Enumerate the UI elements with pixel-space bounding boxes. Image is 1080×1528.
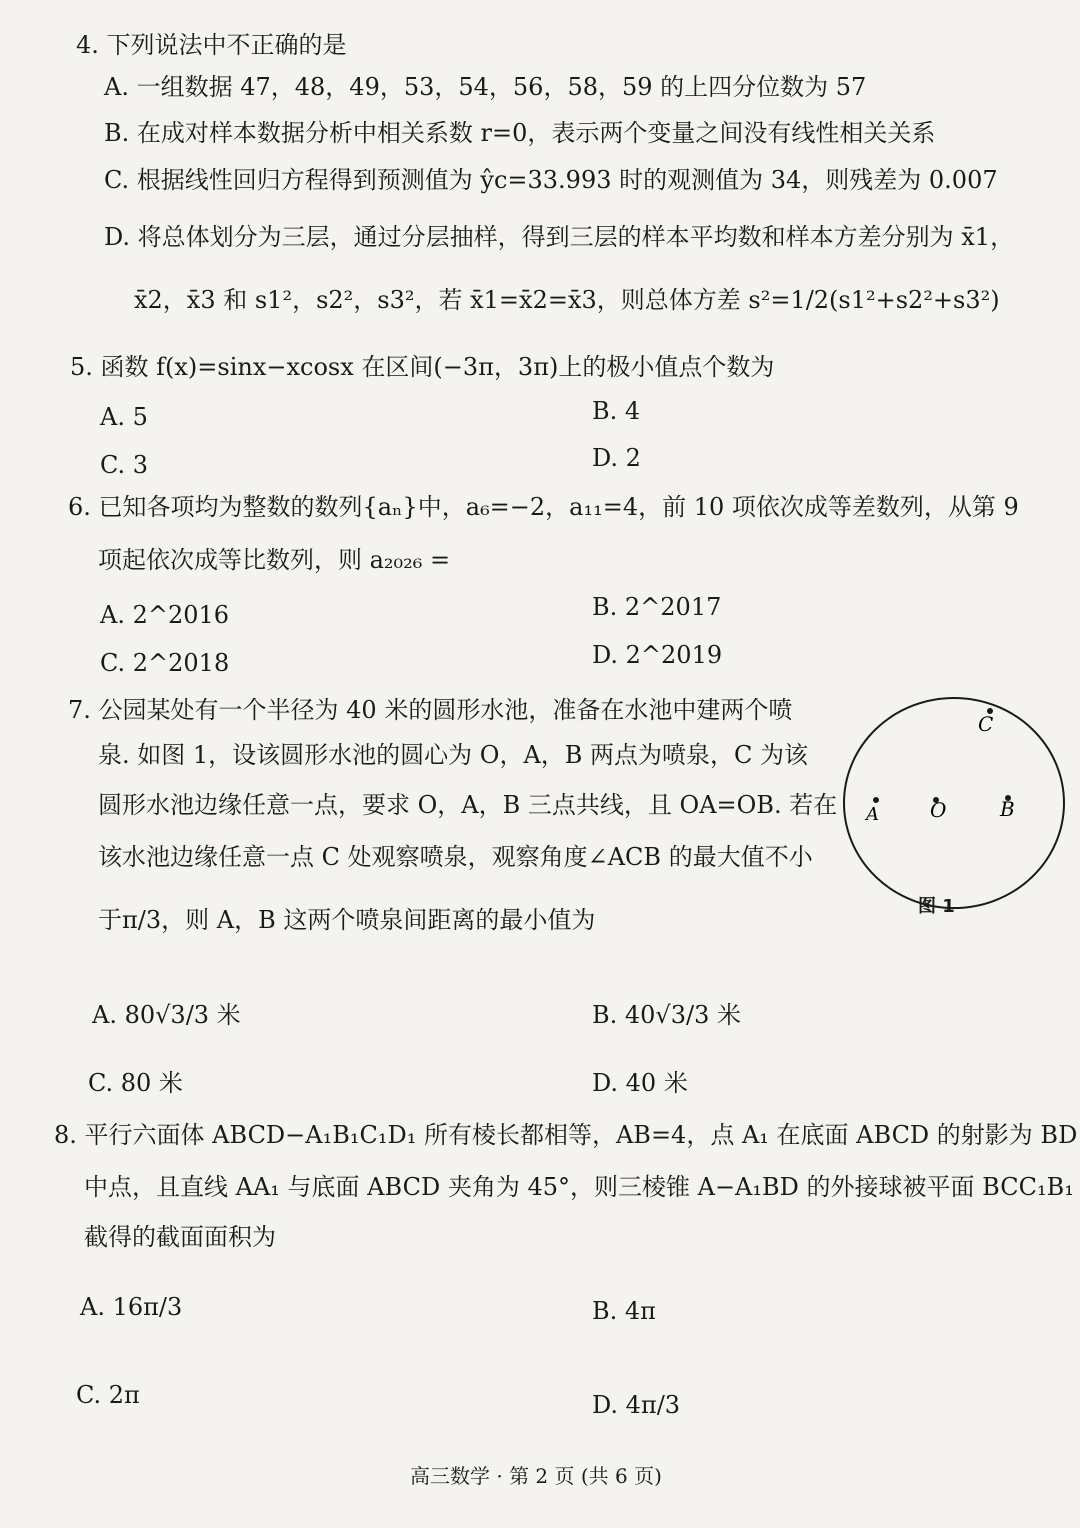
q5-option-c: C. 3 — [100, 451, 149, 479]
q8-line1: 8. 平行六面体 ABCD−A₁B₁C₁D₁ 所有棱长都相等，AB=4，点 A₁ 在底面 ABCD 的射影为 BD — [54, 1121, 1078, 1149]
q6-option-c: C. 2^2018 — [100, 649, 230, 677]
q4-option-d-line2: x̄2，x̄3 和 s1²，s2²，s3²，若 x̄1=x̄2=x̄3，则总体方差 s²=1/2(s1²+s2²+s3²) — [134, 286, 1000, 314]
q8-option-a: A. 16π/3 — [80, 1293, 183, 1321]
q5-option-b: B. 4 — [592, 397, 641, 425]
q4-option-a: A. 一组数据 47，48，49，53，54，56，58，59 的上四分位数为 57 — [104, 73, 867, 101]
q8-option-c: C. 2π — [76, 1381, 140, 1409]
q7-line3: 圆形水池边缘任意一点，要求 O，A，B 三点共线，且 OA=OB. 若在 — [98, 791, 838, 819]
q8-option-d: D. 4π/3 — [592, 1391, 681, 1419]
label-b: B — [1000, 797, 1015, 821]
q4-option-d-line1: D. 将总体划分为三层，通过分层抽样，得到三层的样本平均数和样本方差分别为 x̄1， — [104, 223, 1015, 251]
q5-stem: 5. 函数 f(x)=sinx−xcosx 在区间(−3π，3π)上的极小值点个数为 — [70, 353, 775, 381]
q7-line2: 泉. 如图 1，设该圆形水池的圆心为 O，A，B 两点为喷泉，C 为该 — [98, 741, 809, 769]
q7-line5: 于π/3，则 A，B 这两个喷泉间距离的最小值为 — [98, 906, 596, 934]
q6-option-b: B. 2^2017 — [592, 593, 722, 621]
page-footer: 高三数学 · 第 2 页 (共 6 页) — [410, 1464, 662, 1488]
q7-option-c: C. 80 米 — [88, 1069, 183, 1097]
figure-1-svg — [840, 692, 1070, 922]
q8-line2: 中点，且直线 AA₁ 与底面 ABCD 夹角为 45°，则三棱锥 A−A₁BD 的外接球被平面 BCC₁B₁ — [84, 1173, 1074, 1201]
q8-option-b: B. 4π — [592, 1297, 656, 1325]
label-o: O — [930, 798, 947, 822]
q5-option-a: A. 5 — [100, 403, 148, 431]
figure-1 — [840, 692, 1070, 922]
q6-stem-line1: 6. 已知各项均为整数的数列{aₙ}中，a₆=−2，a₁₁=4，前 10 项依次成等差数列，从第 9 — [68, 493, 1019, 521]
q5-option-d: D. 2 — [592, 444, 641, 472]
label-a: A — [866, 804, 879, 825]
figure-caption: 图 1 — [918, 896, 955, 917]
q7-option-a: A. 80√3/3 米 — [92, 1001, 241, 1029]
q6-option-a: A. 2^2016 — [100, 601, 230, 629]
q6-stem-line2: 项起依次成等比数列，则 a₂₀₂₆ = — [98, 546, 451, 574]
q4-option-c: C. 根据线性回归方程得到预测值为 ŷc=33.993 时的观测值为 34，则残差为 0.007 — [104, 166, 998, 194]
q6-option-d: D. 2^2019 — [592, 641, 723, 669]
q4-stem: 4. 下列说法中不正确的是 — [76, 31, 347, 59]
q7-option-d: D. 40 米 — [592, 1069, 688, 1097]
q7-line1: 7. 公园某处有一个半径为 40 米的圆形水池，准备在水池中建两个喷 — [68, 696, 793, 724]
pool-circle — [844, 698, 1064, 908]
q7-option-b: B. 40√3/3 米 — [592, 1001, 741, 1029]
q4-option-b: B. 在成对样本数据分析中相关系数 r=0，表示两个变量之间没有线性相关关系 — [104, 119, 936, 147]
q7-line4: 该水池边缘任意一点 C 处观察喷泉，观察角度∠ACB 的最大值不小 — [98, 843, 813, 871]
q8-line3: 截得的截面面积为 — [84, 1223, 276, 1251]
label-c: C — [978, 712, 994, 736]
point-a — [873, 797, 879, 803]
